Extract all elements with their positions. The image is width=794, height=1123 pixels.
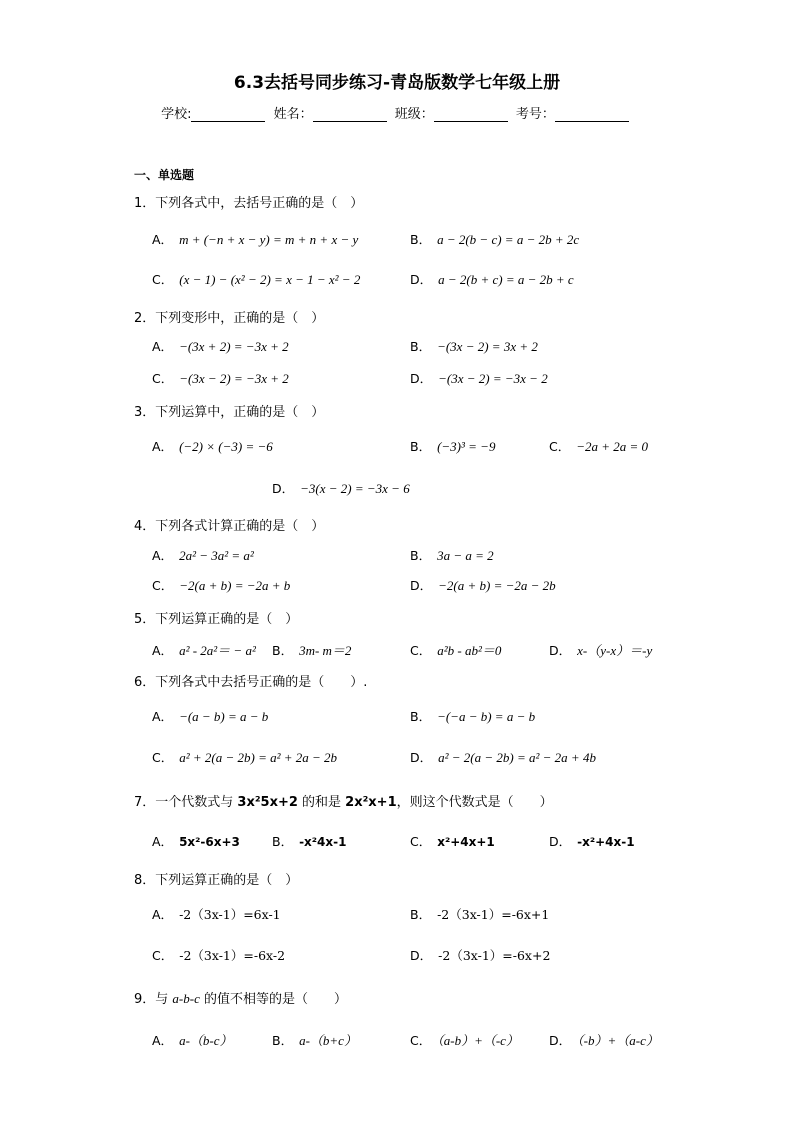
option-label: B． — [410, 548, 432, 563]
option-label: B． — [272, 643, 294, 658]
option-text: (−3)³ = −9 — [437, 439, 496, 454]
option-text: (−2) × (−3) = −6 — [179, 439, 273, 454]
option-text: 5x²-6x+3 — [179, 835, 240, 849]
document-title: 6.3去括号同步练习-青岛版数学七年级上册 — [233, 73, 561, 93]
stem-part: 7．一个代数式与 — [134, 795, 238, 810]
option-text: a − 2(b − c) = a − 2b + 2c — [437, 232, 580, 247]
option-text: −(a − b) = a − b — [179, 709, 269, 724]
option-b — [410, 230, 579, 248]
option-label: B． — [410, 232, 432, 247]
option-text: −(3x − 2) = −3x − 2 — [438, 371, 548, 386]
option-b — [410, 707, 535, 725]
stem-expression: a-b-c — [172, 991, 200, 1006]
question-stem — [134, 791, 553, 810]
option-label: D． — [410, 750, 433, 765]
question-stem: 6．下列各式中去括号正确的是（ ）. — [134, 675, 368, 690]
option-label: A． — [152, 439, 174, 454]
option-label: A． — [152, 339, 174, 354]
option-text: −2a + 2a = 0 — [576, 439, 649, 454]
option-text: -x²+4x-1 — [577, 835, 635, 849]
school-blank[interactable] — [191, 107, 265, 122]
option-c — [152, 576, 290, 594]
option-label: B． — [272, 1033, 294, 1048]
option-a — [152, 707, 268, 725]
option-a — [152, 905, 281, 923]
option-b — [272, 832, 346, 850]
option-label: A． — [152, 232, 174, 247]
option-text: x-（y-x）＝-y — [577, 643, 653, 658]
option-label: C． — [152, 578, 174, 593]
option-c — [549, 437, 648, 455]
option-label: C． — [549, 439, 571, 454]
option-d — [410, 270, 574, 288]
option-text: a² + 2(a − 2b) = a² + 2a − 2b — [179, 750, 338, 765]
option-a — [152, 640, 256, 659]
option-label: D． — [549, 834, 572, 849]
stem-part: 的值不相等的是（ ） — [199, 992, 347, 1007]
option-b — [272, 640, 351, 659]
option-label: A． — [152, 709, 174, 724]
option-text: (x − 1) − (x² − 2) = x − 1 − x² − 2 — [179, 272, 361, 287]
question-stem: 2．下列变形中，正确的是（ ） — [134, 311, 325, 326]
option-a — [152, 337, 289, 355]
option-text: −2(a + b) = −2a + b — [179, 578, 291, 593]
stem-part: 9．与 — [134, 992, 173, 1007]
option-a — [152, 437, 273, 455]
student-info-line — [0, 103, 794, 122]
option-c — [152, 270, 360, 288]
class-blank[interactable] — [434, 107, 508, 122]
option-label: A． — [152, 834, 174, 849]
option-text: -2（3x-1）=-6x+1 — [437, 907, 550, 922]
option-label: D． — [410, 272, 433, 287]
option-label: C． — [152, 272, 174, 287]
option-b — [272, 1030, 357, 1049]
option-b — [410, 437, 495, 455]
option-text: −3(x − 2) = −3x − 6 — [300, 481, 410, 496]
option-d — [410, 748, 596, 766]
option-d — [410, 576, 556, 594]
question-stem: 8．下列运算正确的是（ ） — [134, 873, 299, 888]
option-label: D． — [410, 578, 433, 593]
option-label: B． — [410, 709, 432, 724]
option-label: A． — [152, 907, 174, 922]
option-text: 3a − a = 2 — [437, 548, 494, 563]
option-text: −2(a + b) = −2a − 2b — [438, 578, 556, 593]
option-d — [549, 832, 635, 850]
option-label: C． — [152, 948, 174, 963]
option-b — [410, 905, 549, 923]
option-text: （a-b）+（-c） — [437, 1033, 519, 1048]
stem-part: ，则这个代数式是（ ） — [396, 795, 553, 810]
option-c — [410, 1030, 519, 1049]
option-label: D． — [549, 1033, 572, 1048]
option-text: -2（3x-1）=-6x+2 — [438, 948, 551, 963]
option-a — [152, 832, 240, 850]
question-stem: 4．下列各式计算正确的是（ ） — [134, 519, 325, 534]
option-a — [152, 546, 254, 564]
stem-expression: 3x²5x+2 — [237, 795, 298, 810]
name-label: 姓名： — [273, 107, 313, 122]
option-d — [549, 1030, 659, 1049]
option-text: -2（3x-1）=6x-1 — [179, 907, 281, 922]
option-label: C． — [152, 750, 174, 765]
school-label: 学校: — [161, 107, 192, 122]
option-label: D． — [410, 371, 433, 386]
option-b — [410, 546, 494, 564]
option-label: A． — [152, 1033, 174, 1048]
option-text: 3m- m＝2 — [299, 643, 352, 658]
exam-number-blank[interactable] — [555, 107, 629, 122]
option-d — [549, 640, 652, 659]
option-label: D． — [410, 948, 433, 963]
option-text: x²+4x+1 — [437, 835, 495, 849]
option-label: B． — [410, 339, 432, 354]
option-text: （-b）+（a-c） — [577, 1033, 659, 1048]
option-label: D． — [549, 643, 572, 658]
option-text: -x²4x-1 — [299, 835, 347, 849]
option-d — [272, 479, 410, 497]
option-a — [152, 1030, 233, 1049]
option-text: a² - 2a²＝ − a² — [179, 643, 256, 658]
exam-number-label: 考号： — [515, 107, 555, 122]
option-text: −(−a − b) = a − b — [437, 709, 536, 724]
option-label: A． — [152, 643, 174, 658]
option-label: C． — [152, 371, 174, 386]
option-a — [152, 230, 358, 248]
option-label: C． — [410, 834, 432, 849]
question-stem: 3．下列运算中，正确的是（ ） — [134, 405, 325, 420]
option-text: a-（b-c） — [179, 1033, 233, 1048]
option-text: −(3x + 2) = −3x + 2 — [179, 339, 289, 354]
option-text: 2a² − 3a² = a² — [179, 548, 254, 563]
option-text: -2（3x-1）=-6x-2 — [179, 948, 286, 963]
option-label: A． — [152, 548, 174, 563]
stem-expression: 2x²x+1 — [345, 795, 397, 810]
option-text: a-（b+c） — [299, 1033, 357, 1048]
option-c — [152, 748, 337, 766]
option-label: B． — [410, 439, 432, 454]
option-c — [410, 832, 495, 850]
option-d — [410, 946, 550, 964]
option-label: C． — [410, 1033, 432, 1048]
option-text: m + (−n + x − y) = m + n + x − y — [179, 232, 359, 247]
option-text: −(3x − 2) = −3x + 2 — [179, 371, 289, 386]
question-stem: 1．下列各式中，去括号正确的是（ ） — [134, 196, 364, 211]
option-text: a − 2(b + c) = a − 2b + c — [438, 272, 574, 287]
option-text: −(3x − 2) = 3x + 2 — [437, 339, 538, 354]
option-label: C． — [410, 643, 432, 658]
option-c — [410, 640, 501, 659]
name-blank[interactable] — [313, 107, 387, 122]
question-stem: 5．下列运算正确的是（ ） — [134, 612, 299, 627]
option-text: a² − 2(a − 2b) = a² − 2a + 4b — [438, 750, 596, 765]
option-b — [410, 337, 538, 355]
option-label: D． — [272, 481, 295, 496]
section-heading: 一、单选题 — [134, 168, 195, 182]
option-text: a²b - ab²＝0 — [437, 643, 502, 658]
question-stem — [134, 988, 347, 1007]
stem-part: 的和是 — [297, 795, 346, 810]
option-c — [152, 369, 289, 387]
option-c — [152, 946, 285, 964]
option-d — [410, 369, 548, 387]
option-label: B． — [272, 834, 294, 849]
option-label: B． — [410, 907, 432, 922]
class-label: 班级： — [394, 107, 434, 122]
